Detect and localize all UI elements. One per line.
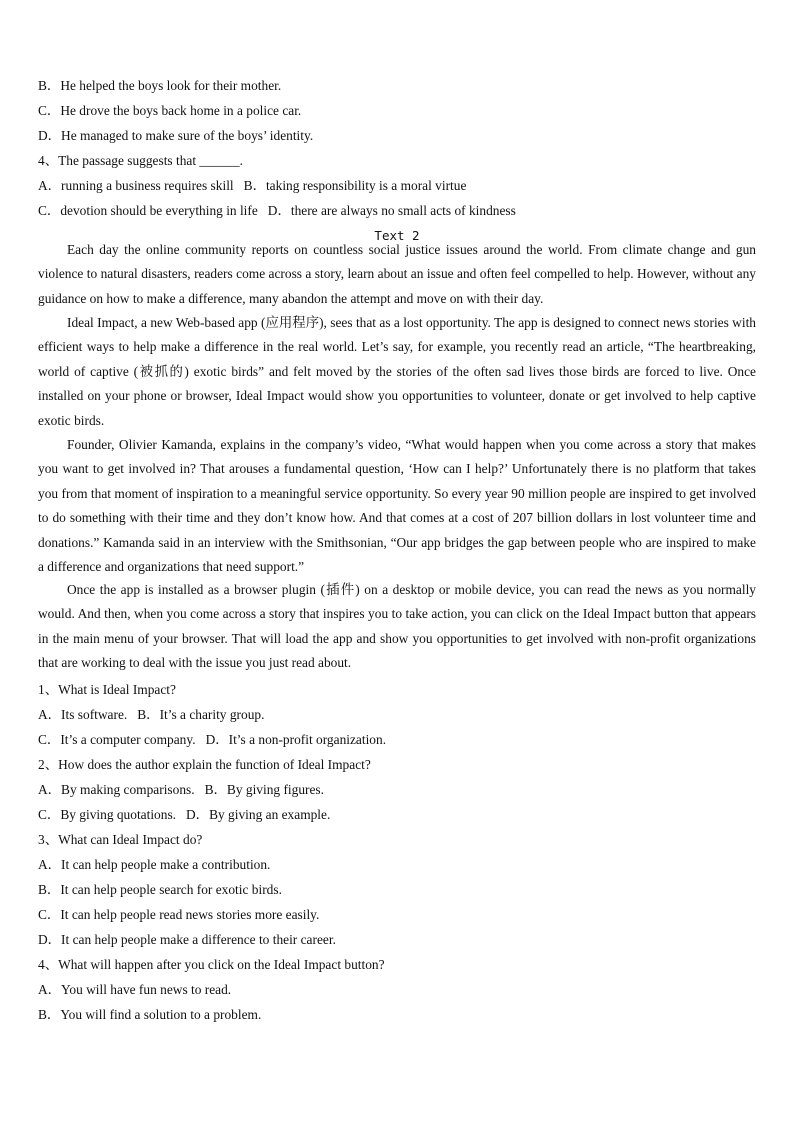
section-heading: Text 2 — [374, 228, 420, 243]
q1-option-c: C．It’s a computer company. — [38, 732, 196, 747]
q3-option-a: A．It can help people make a contribution. — [38, 857, 271, 872]
passage-paragraph-2: Ideal Impact, a new Web-based app (应用程序), sees that as a lost opportunity. The app is designed to connect news stories with efficient ways to help make a difference in the real world. Let’s say, for example, you recently read an article, “The heartbreaking, world of captive (被抓的) exotic birds” and felt moved by the stories of the often sad lives those birds are forced to live. Once installed on your phone or browser, Ideal Impact would show you opportunities to volunteer, donate or get involved to help captive exotic birds. — [38, 315, 756, 428]
prev-q4-options-row-2 — [38, 203, 760, 219]
q2-option-b: B．By giving figures. — [204, 782, 324, 797]
q1-stem: 1、What is Ideal Impact? — [38, 682, 176, 697]
q1-option-a: A．Its software. — [38, 707, 128, 722]
q2-option-a: A．By making comparisons. — [38, 782, 195, 797]
prev-q4-options-row-1 — [38, 178, 760, 194]
q1-options-row-2 — [38, 732, 760, 748]
q1-option-d: D．It’s a non-profit organization. — [205, 732, 387, 747]
prev-q4-option-a: A．running a business requires skill — [38, 178, 234, 193]
q3-option-b: B．It can help people search for exotic birds. — [38, 882, 282, 897]
passage-paragraph-1: Each day the online community reports on countless social justice issues around the world. From climate change and gun violence to natural disasters, readers come across a story, learn about an issue and often feel compelled to help. However, without any guidance on how to make a difference, many abandon the attempt and move on with their day. — [38, 242, 756, 306]
q2-options-row-1 — [38, 782, 760, 798]
prev-q4-option-d: D．there are always no small acts of kindness — [267, 203, 516, 218]
prev-q3-option-b: B．He helped the boys look for their mother. — [38, 78, 282, 93]
prev-q4-option-b: B．taking responsibility is a moral virtue — [243, 178, 467, 193]
prev-q4-stem: 4、The passage suggests that ______. — [38, 153, 243, 168]
q4-option-a: A．You will have fun news to read. — [38, 982, 232, 997]
q2-options-row-2 — [38, 807, 760, 823]
q1-options-row-1 — [38, 707, 760, 723]
q3-option-c: C．It can help people read news stories more easily. — [38, 907, 320, 922]
q3-option-d: D．It can help people make a difference to their career. — [38, 932, 336, 947]
q4-stem: 4、What will happen after you click on the Ideal Impact button? — [38, 957, 385, 972]
q3-stem: 3、What can Ideal Impact do? — [38, 832, 203, 847]
q1-option-b: B．It’s a charity group. — [137, 707, 265, 722]
q2-stem: 2、How does the author explain the function of Ideal Impact? — [38, 757, 371, 772]
prev-q3-option-c: C．He drove the boys back home in a police car. — [38, 103, 302, 118]
q2-option-d: D．By giving an example. — [186, 807, 331, 822]
prev-q3-option-d: D．He managed to make sure of the boys’ identity. — [38, 128, 314, 143]
passage-paragraph-4: Once the app is installed as a browser plugin (插件) on a desktop or mobile device, you can read the news as you normally would. And then, when you come across a story that inspires you to take action, you can click on the Ideal Impact button that appears in the main menu of your browser. That will load the app and show you opportunities to get involved with non-profit organizations that are working to deal with the issue you just read about. — [38, 582, 756, 671]
q2-option-c: C．By giving quotations. — [38, 807, 177, 822]
q4-option-b: B．You will find a solution to a problem. — [38, 1007, 262, 1022]
passage-paragraph-3: Founder, Olivier Kamanda, explains in the company’s video, “What would happen when you come across a story that makes you want to get involved in? That arouses a fundamental question, ‘How can I help?’ Unfortunately there is no platform that takes you from that moment of inspiration to a meaningful service opportunity. So every year 90 million people are inspired to get involved to do something with their time and they don’t know how. And that comes at a cost of 207 billion dollars in lost volunteer time and donations.” Kamanda said in an interview with the Smithsonian, “Our app bridges the gap between people who are inspired to make a difference and organizations that need support.” — [38, 437, 756, 575]
prev-q4-option-c: C．devotion should be everything in life — [38, 203, 258, 218]
